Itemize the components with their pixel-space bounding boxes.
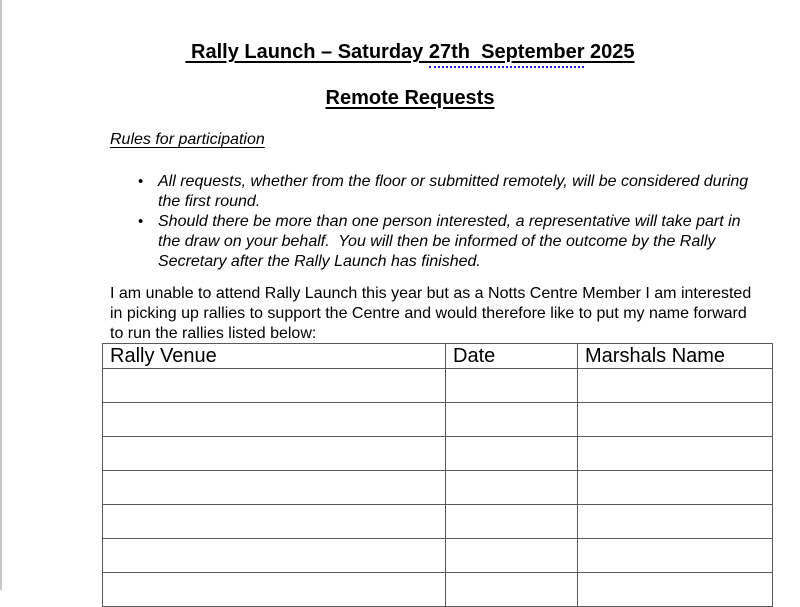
cell-rally-venue[interactable] <box>103 437 446 471</box>
cell-marshals-name[interactable] <box>578 437 773 471</box>
rules-heading: Rules for participation <box>110 131 265 148</box>
cell-rally-venue[interactable] <box>103 471 446 505</box>
intro-paragraph: I am unable to attend Rally Launch this year but as a Notts Centre Member I am interested in picking up rallies to support the Centre and would therefore like to put my name forward to run the rallies listed below: <box>110 285 752 342</box>
cell-date[interactable] <box>446 471 578 505</box>
cell-marshals-name[interactable] <box>578 369 773 403</box>
bullet-icon: • <box>138 173 144 190</box>
table-row <box>103 369 773 403</box>
list-item <box>138 172 748 212</box>
cell-marshals-name[interactable] <box>578 471 773 505</box>
list-item-text: Should there be more than one person interested, a representative will take part in the draw on your behalf. You will then be informed of the outcome by the Rally Secretary after the Rally Launch has finished. <box>158 213 741 270</box>
header-cell-date: Date <box>446 344 578 369</box>
table-header-row <box>103 344 773 369</box>
cell-rally-venue[interactable] <box>103 505 446 539</box>
table-row <box>103 403 773 437</box>
table-row <box>103 505 773 539</box>
cell-marshals-name[interactable] <box>578 403 773 437</box>
bullet-icon: • <box>138 213 144 230</box>
title-suffix: 2025 <box>584 41 635 63</box>
cell-rally-venue[interactable] <box>103 369 446 403</box>
cell-marshals-name[interactable] <box>578 505 773 539</box>
rally-request-table <box>102 343 773 607</box>
page-edge-line <box>0 0 2 590</box>
list-item <box>138 212 748 272</box>
rules-list <box>138 172 748 272</box>
table-row <box>103 471 773 505</box>
cell-marshals-name[interactable] <box>578 539 773 573</box>
title-spellcheck-flagged-text: 27th September <box>429 41 585 68</box>
cell-rally-venue[interactable] <box>103 539 446 573</box>
cell-date[interactable] <box>446 505 578 539</box>
document-subtitle: Remote Requests <box>325 87 495 109</box>
title-prefix: Rally Launch – Saturday <box>185 41 429 63</box>
list-item-text: All requests, whether from the floor or submitted remotely, will be considered during the first round. <box>158 173 749 210</box>
table-row <box>103 437 773 471</box>
cell-date[interactable] <box>446 539 578 573</box>
header-cell-rally-venue: Rally Venue <box>103 344 446 369</box>
cell-date[interactable] <box>446 369 578 403</box>
document-title <box>20 41 800 64</box>
cell-rally-venue[interactable] <box>103 403 446 437</box>
cell-date[interactable] <box>446 403 578 437</box>
cell-date[interactable] <box>446 437 578 471</box>
header-cell-marshals-name: Marshals Name <box>578 344 773 369</box>
table-row <box>103 539 773 573</box>
